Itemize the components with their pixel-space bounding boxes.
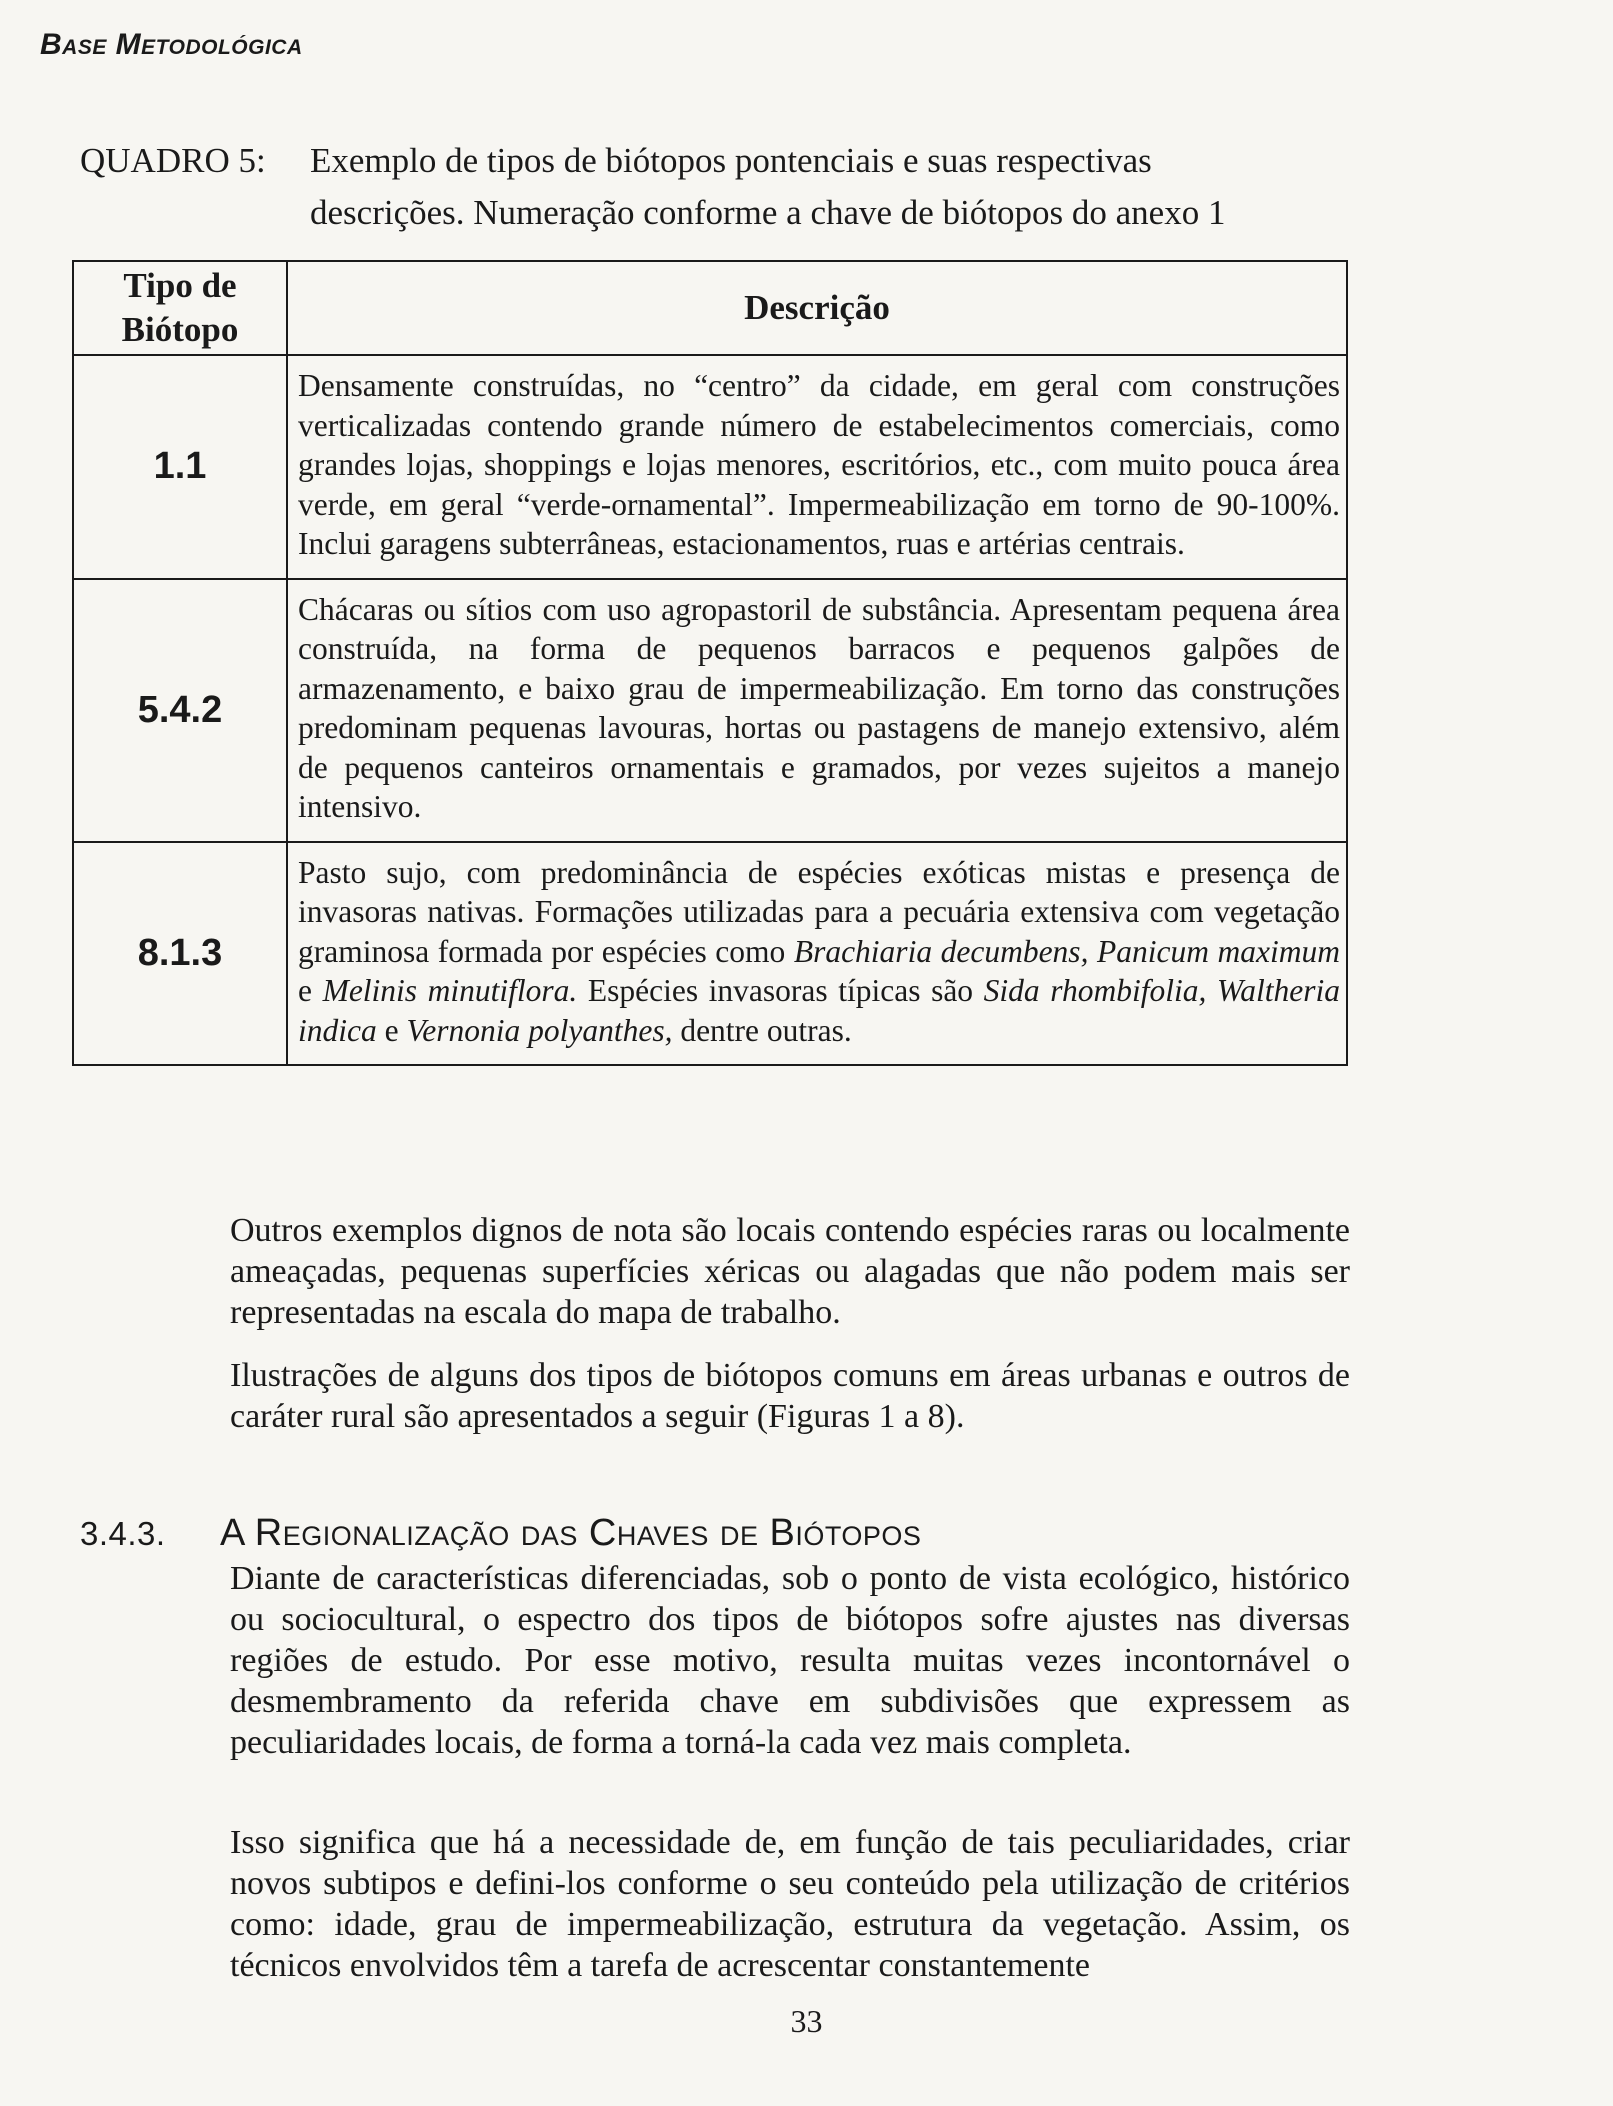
paragraph-other-examples: Outros exemplos dignos de nota são locais contendo espécies raras ou localmente ameaçadas, pequenas superfícies xéricas ou alagadas que não podem mais ser representadas na escala do mapa de trabalho.	[230, 1212, 1350, 1331]
caption-line-1: Exemplo de tipos de biótopos pontenciais e suas respectivas	[310, 141, 1152, 180]
biotope-type-cell: 1.1	[73, 355, 287, 579]
table-row	[73, 842, 1347, 1066]
caption-line-2: descrições. Numeração conforme a chave de biótopos do anexo 1	[310, 193, 1226, 232]
paragraph-regionalization: Diante de características diferenciadas, sob o ponto de vista ecológico, histórico ou sociocultural, o espectro dos tipos de biótopos sofre ajustes nas diversas regiões de estudo. Por esse motivo, resulta muitas vezes incontornável o desmembramento da referida chave em subdivisões que expressem as peculiaridades locais, de forma a torná-la cada vez mais completa.	[230, 1560, 1350, 1761]
biotope-description-cell	[287, 842, 1347, 1066]
paragraph-illustrations: Ilustrações de alguns dos tipos de biótopos comuns em áreas urbanas e outros de caráter rural são apresentados a seguir (Figuras 1 a 8).	[230, 1357, 1350, 1435]
description-text: e	[298, 973, 323, 1008]
description-text: e	[376, 1012, 407, 1048]
table-row	[73, 579, 1347, 842]
caption-label: QUADRO 5:	[80, 141, 266, 180]
description-text: dentre outras.	[672, 1012, 852, 1048]
column-header-type: Tipo de Biótopo	[73, 261, 287, 355]
species-name: Sida rhombifolia, Waltheria indica	[298, 973, 1341, 1048]
page-number: 33	[790, 2003, 823, 2039]
table-caption	[80, 135, 1380, 239]
biotope-table	[72, 260, 1348, 1066]
biotope-type-cell: 8.1.3	[73, 842, 287, 1066]
description-text: Pasto sujo, com predominância de espécies exóticas mistas e presença de invasoras nativas. Formações utilizadas para a pecuária extensiva com vegetação graminosa formada por espécies como	[298, 854, 1340, 969]
species-name: Brachiaria decumbens,	[793, 933, 1089, 969]
column-header-description: Descrição	[287, 261, 1347, 355]
paragraph-peculiarities: Isso significa que há a necessidade de, em função de tais peculiaridades, criar novos subtipos e defini-los conforme o seu conteúdo pela utilização de critérios como: idade, grau de impermeabilização, estrutura da vegetação. Assim, os técnicos envolvidos têm a tarefa de acrescentar constantemente	[230, 1824, 1350, 1984]
biotope-description-cell: Densamente construídas, no “centro” da cidade, em geral com construções verticalizadas contendo grande número de estabelecimentos comerciais, como grandes lojas, shoppings e lojas menores, escritórios, etc., com muito pouca área verde, em geral “verde-ornamental”. Impermeabilização em torno de 90-100%. Inclui garagens subterrâneas, estacionamentos, ruas e artérias centrais.	[287, 355, 1347, 579]
table-header-row	[73, 261, 1347, 355]
section-title: A Regionalização das Chaves de Biótopos	[220, 1512, 922, 1554]
section-heading	[80, 1512, 921, 1555]
table-row	[73, 355, 1347, 579]
section-number: 3.4.3.	[80, 1515, 166, 1552]
species-name: Vernonia polyanthes,	[406, 1012, 673, 1048]
biotope-type-cell: 5.4.2	[73, 579, 287, 842]
running-header: Base Metodológica	[40, 28, 303, 61]
species-name: Melinis minutiflora.	[322, 973, 578, 1008]
biotope-description-cell: Chácaras ou sítios com uso agropastoril de substância. Apresentam pequena área construída, na forma de pequenos barracos e pequenos galpões de armazenamento, e baixo grau de impermeabilização. Em torno das construções predominam pequenas lavouras, hortas ou pastagens de manejo extensivo, além de pequenos canteiros ornamentais e gramados, por vezes sujeitos a manejo intensivo.	[287, 579, 1347, 842]
description-text: Espécies invasoras típicas são	[577, 973, 984, 1008]
species-name: Panicum maximum	[1097, 933, 1341, 969]
